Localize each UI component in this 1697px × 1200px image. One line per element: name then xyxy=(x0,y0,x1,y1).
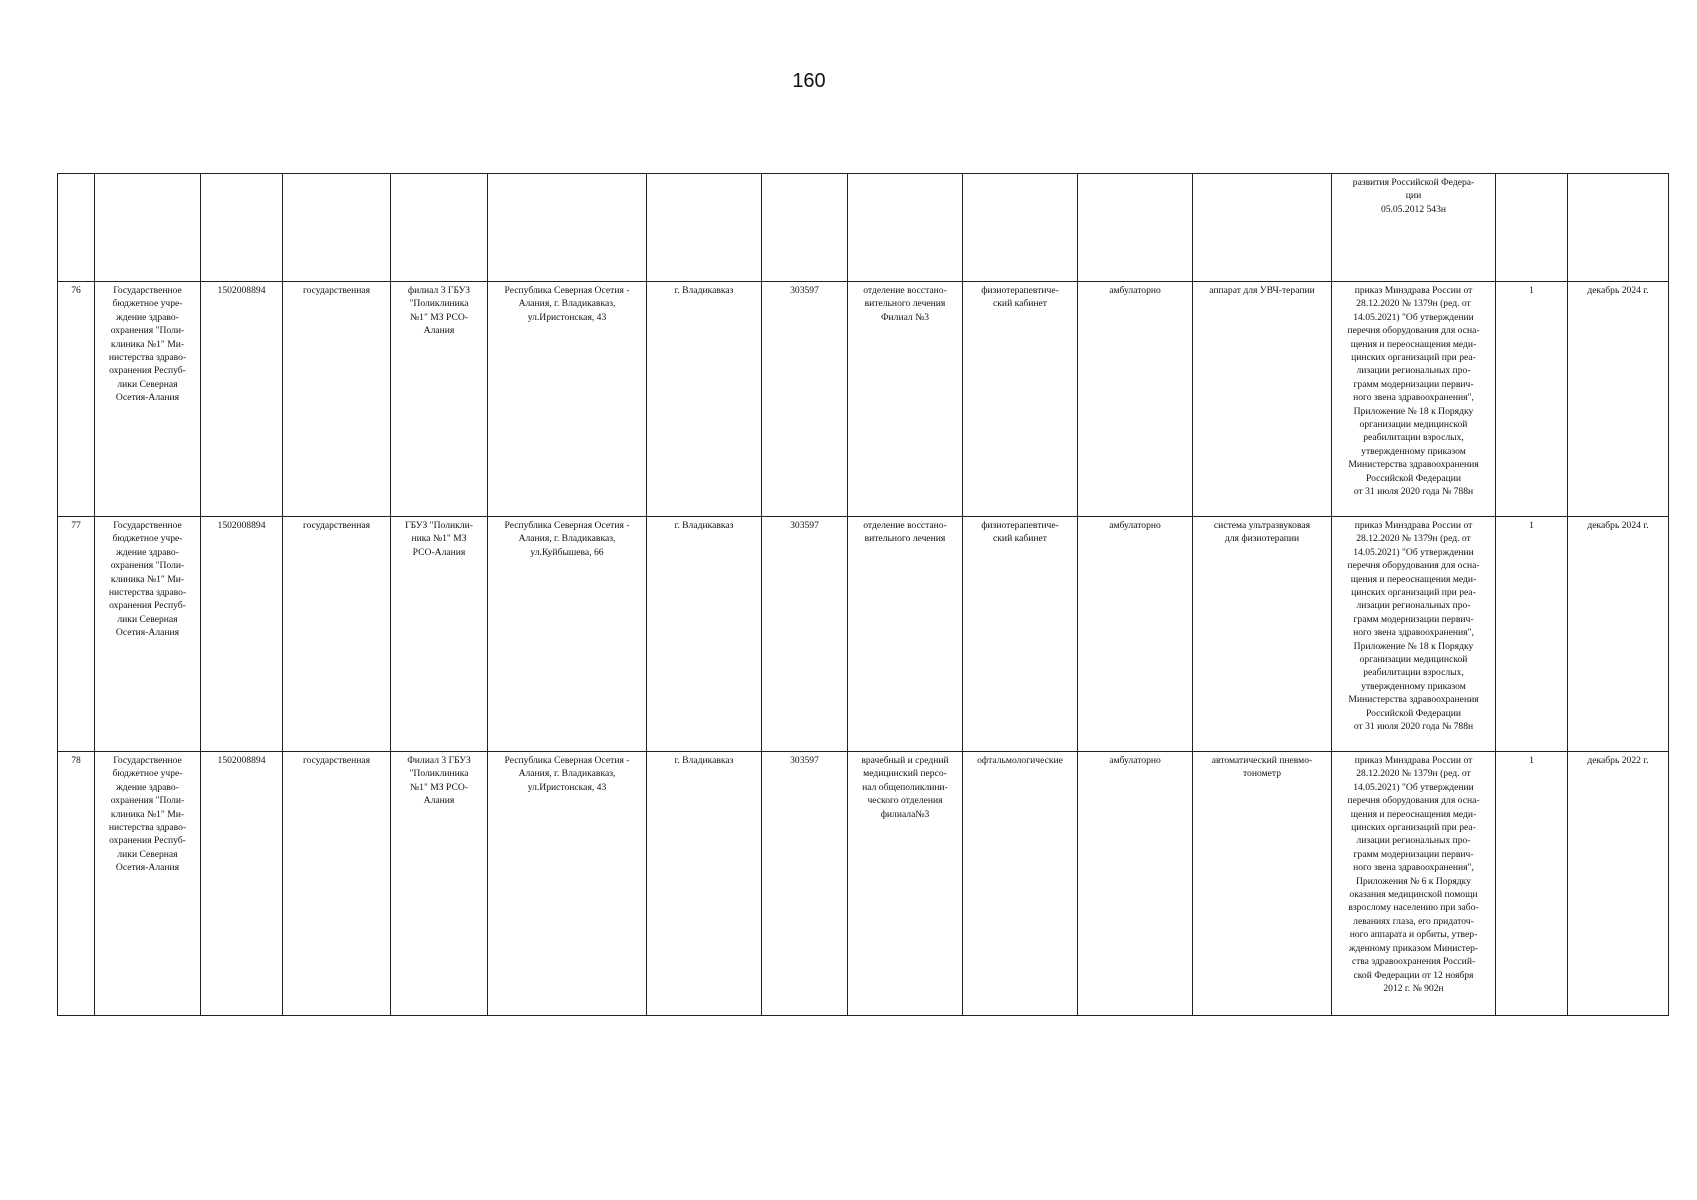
cell-oktmo: 303597 xyxy=(762,517,848,752)
cell-branch xyxy=(391,174,488,282)
cell-ownership: государственная xyxy=(283,752,391,1016)
table-row-continuation xyxy=(58,174,1669,282)
cell-equipment: система ультразвуковая для физиотерапии xyxy=(1193,517,1332,752)
cell-equipment: аппарат для УВЧ-терапии xyxy=(1193,282,1332,517)
cell-num: 77 xyxy=(58,517,95,752)
cell-qty: 1 xyxy=(1496,517,1568,752)
cell-date: декабрь 2024 г. xyxy=(1568,282,1669,517)
cell-qty xyxy=(1496,174,1568,282)
cell-room: физиотерапевтиче- ский кабинет xyxy=(963,282,1078,517)
cell-basis: приказ Минздрава России от 28.12.2020 № 1379н (ред. от 14.05.2021) "Об утверждении перечня оборудования для осна- щения и переоснащения меди- цинских организаций при реа- лизации региональных про- грамм модернизации первич- ного звена здравоохранения", Приложение № 18 к Порядку организации медицинской реабилитации взрослых, утвержденному приказом Министерства здравоохранения Российской Федерации от 31 июля 2020 года № 788н xyxy=(1332,517,1496,752)
cell-code: 1502008894 xyxy=(201,517,283,752)
cell-care xyxy=(1078,174,1193,282)
cell-date: декабрь 2022 г. xyxy=(1568,752,1669,1016)
cell-room: офтальмологические xyxy=(963,752,1078,1016)
table-row-78 xyxy=(58,752,1669,1016)
cell-date: декабрь 2024 г. xyxy=(1568,517,1669,752)
cell-basis: приказ Минздрава России от 28.12.2020 № 1379н (ред. от 14.05.2021) "Об утверждении перечня оборудования для осна- щения и переоснащения меди- цинских организаций при реа- лизации региональных про- грамм модернизации первич- ного звена здравоохранения", Приложение № 18 к Порядку организации медицинской реабилитации взрослых, утвержденному приказом Министерства здравоохранения Российской Федерации от 31 июля 2020 года № 788н xyxy=(1332,282,1496,517)
cell-institution: Государственное бюджетное учре- ждение здраво- охранения "Поли- клиника №1" Ми- нистерства здраво- охранения Респуб- лики Северная Осетия-Алания xyxy=(95,752,201,1016)
cell-department: отделение восстано- вительного лечения Филиал №3 xyxy=(848,282,963,517)
cell-basis: развития Российской Федера- ции 05.05.2012 543н xyxy=(1332,174,1496,282)
cell-code: 1502008894 xyxy=(201,752,283,1016)
cell-qty: 1 xyxy=(1496,282,1568,517)
cell-address: Республика Северная Осетия - Алания, г. Владикавказ, ул.Куйбышева, 66 xyxy=(488,517,647,752)
cell-oktmo: 303597 xyxy=(762,282,848,517)
cell-num: 76 xyxy=(58,282,95,517)
cell-oktmo: 303597 xyxy=(762,752,848,1016)
cell-num: 78 xyxy=(58,752,95,1016)
cell-equipment: автоматический пневмо- тонометр xyxy=(1193,752,1332,1016)
cell-address xyxy=(488,174,647,282)
table-row-76 xyxy=(58,282,1669,517)
cell-num xyxy=(58,174,95,282)
cell-equipment xyxy=(1193,174,1332,282)
cell-room: физиотерапевтиче- ский кабинет xyxy=(963,517,1078,752)
table-row-77 xyxy=(58,517,1669,752)
cell-department: отделение восстано- вительного лечения xyxy=(848,517,963,752)
cell-ownership: государственная xyxy=(283,517,391,752)
cell-room xyxy=(963,174,1078,282)
cell-department: врачебный и средний медицинский персо- нал общеполиклини- ческого отделения филиала№3 xyxy=(848,752,963,1016)
cell-address: Республика Северная Осетия - Алания, г. Владикавказ, ул.Иристонская, 43 xyxy=(488,282,647,517)
cell-branch: филиал 3 ГБУЗ "Поликлиника №1" МЗ РСО- Алания xyxy=(391,282,488,517)
cell-city xyxy=(647,174,762,282)
cell-qty: 1 xyxy=(1496,752,1568,1016)
cell-city: г. Владикавказ xyxy=(647,282,762,517)
cell-oktmo xyxy=(762,174,848,282)
cell-institution: Государственное бюджетное учре- ждение здраво- охранения "Поли- клиника №1" Ми- нистерства здраво- охранения Респуб- лики Северная Осетия-Алания xyxy=(95,517,201,752)
cell-department xyxy=(848,174,963,282)
cell-address: Республика Северная Осетия - Алания, г. Владикавказ, ул.Иристонская, 43 xyxy=(488,752,647,1016)
page-number: 160 xyxy=(792,70,826,92)
cell-code: 1502008894 xyxy=(201,282,283,517)
cell-branch: ГБУЗ "Поликли- ника №1" МЗ РСО-Алания xyxy=(391,517,488,752)
cell-ownership: государственная xyxy=(283,282,391,517)
cell-institution xyxy=(95,174,201,282)
cell-care: амбулаторно xyxy=(1078,282,1193,517)
cell-branch: Филиал 3 ГБУЗ "Поликлиника №1" МЗ РСО- Алания xyxy=(391,752,488,1016)
cell-institution: Государственное бюджетное учре- ждение здраво- охранения "Поли- клиника №1" Ми- нистерства здраво- охранения Респуб- лики Северная Осетия-Алания xyxy=(95,282,201,517)
cell-code xyxy=(201,174,283,282)
cell-care: амбулаторно xyxy=(1078,517,1193,752)
cell-basis: приказ Минздрава России от 28.12.2020 № 1379н (ред. от 14.05.2021) "Об утверждении перечня оборудования для осна- щения и переоснащения меди- цинских организаций при реа- лизации региональных про- грамм модернизации первич- ного звена здравоохранения", Приложения № 6 к Порядку оказания медицинской помощи взрослому населению при забо- леваниях глаза, его придаточ- ного аппарата и орбиты, утвер- жденному приказом Министер- ства здравоохранения Россий- ской Федерации от 12 ноября 2012 г. № 902н xyxy=(1332,752,1496,1016)
cell-date xyxy=(1568,174,1669,282)
cell-care: амбулаторно xyxy=(1078,752,1193,1016)
equipment-table xyxy=(57,173,1669,1016)
cell-city: г. Владикавказ xyxy=(647,517,762,752)
cell-ownership xyxy=(283,174,391,282)
cell-city: г. Владикавказ xyxy=(647,752,762,1016)
